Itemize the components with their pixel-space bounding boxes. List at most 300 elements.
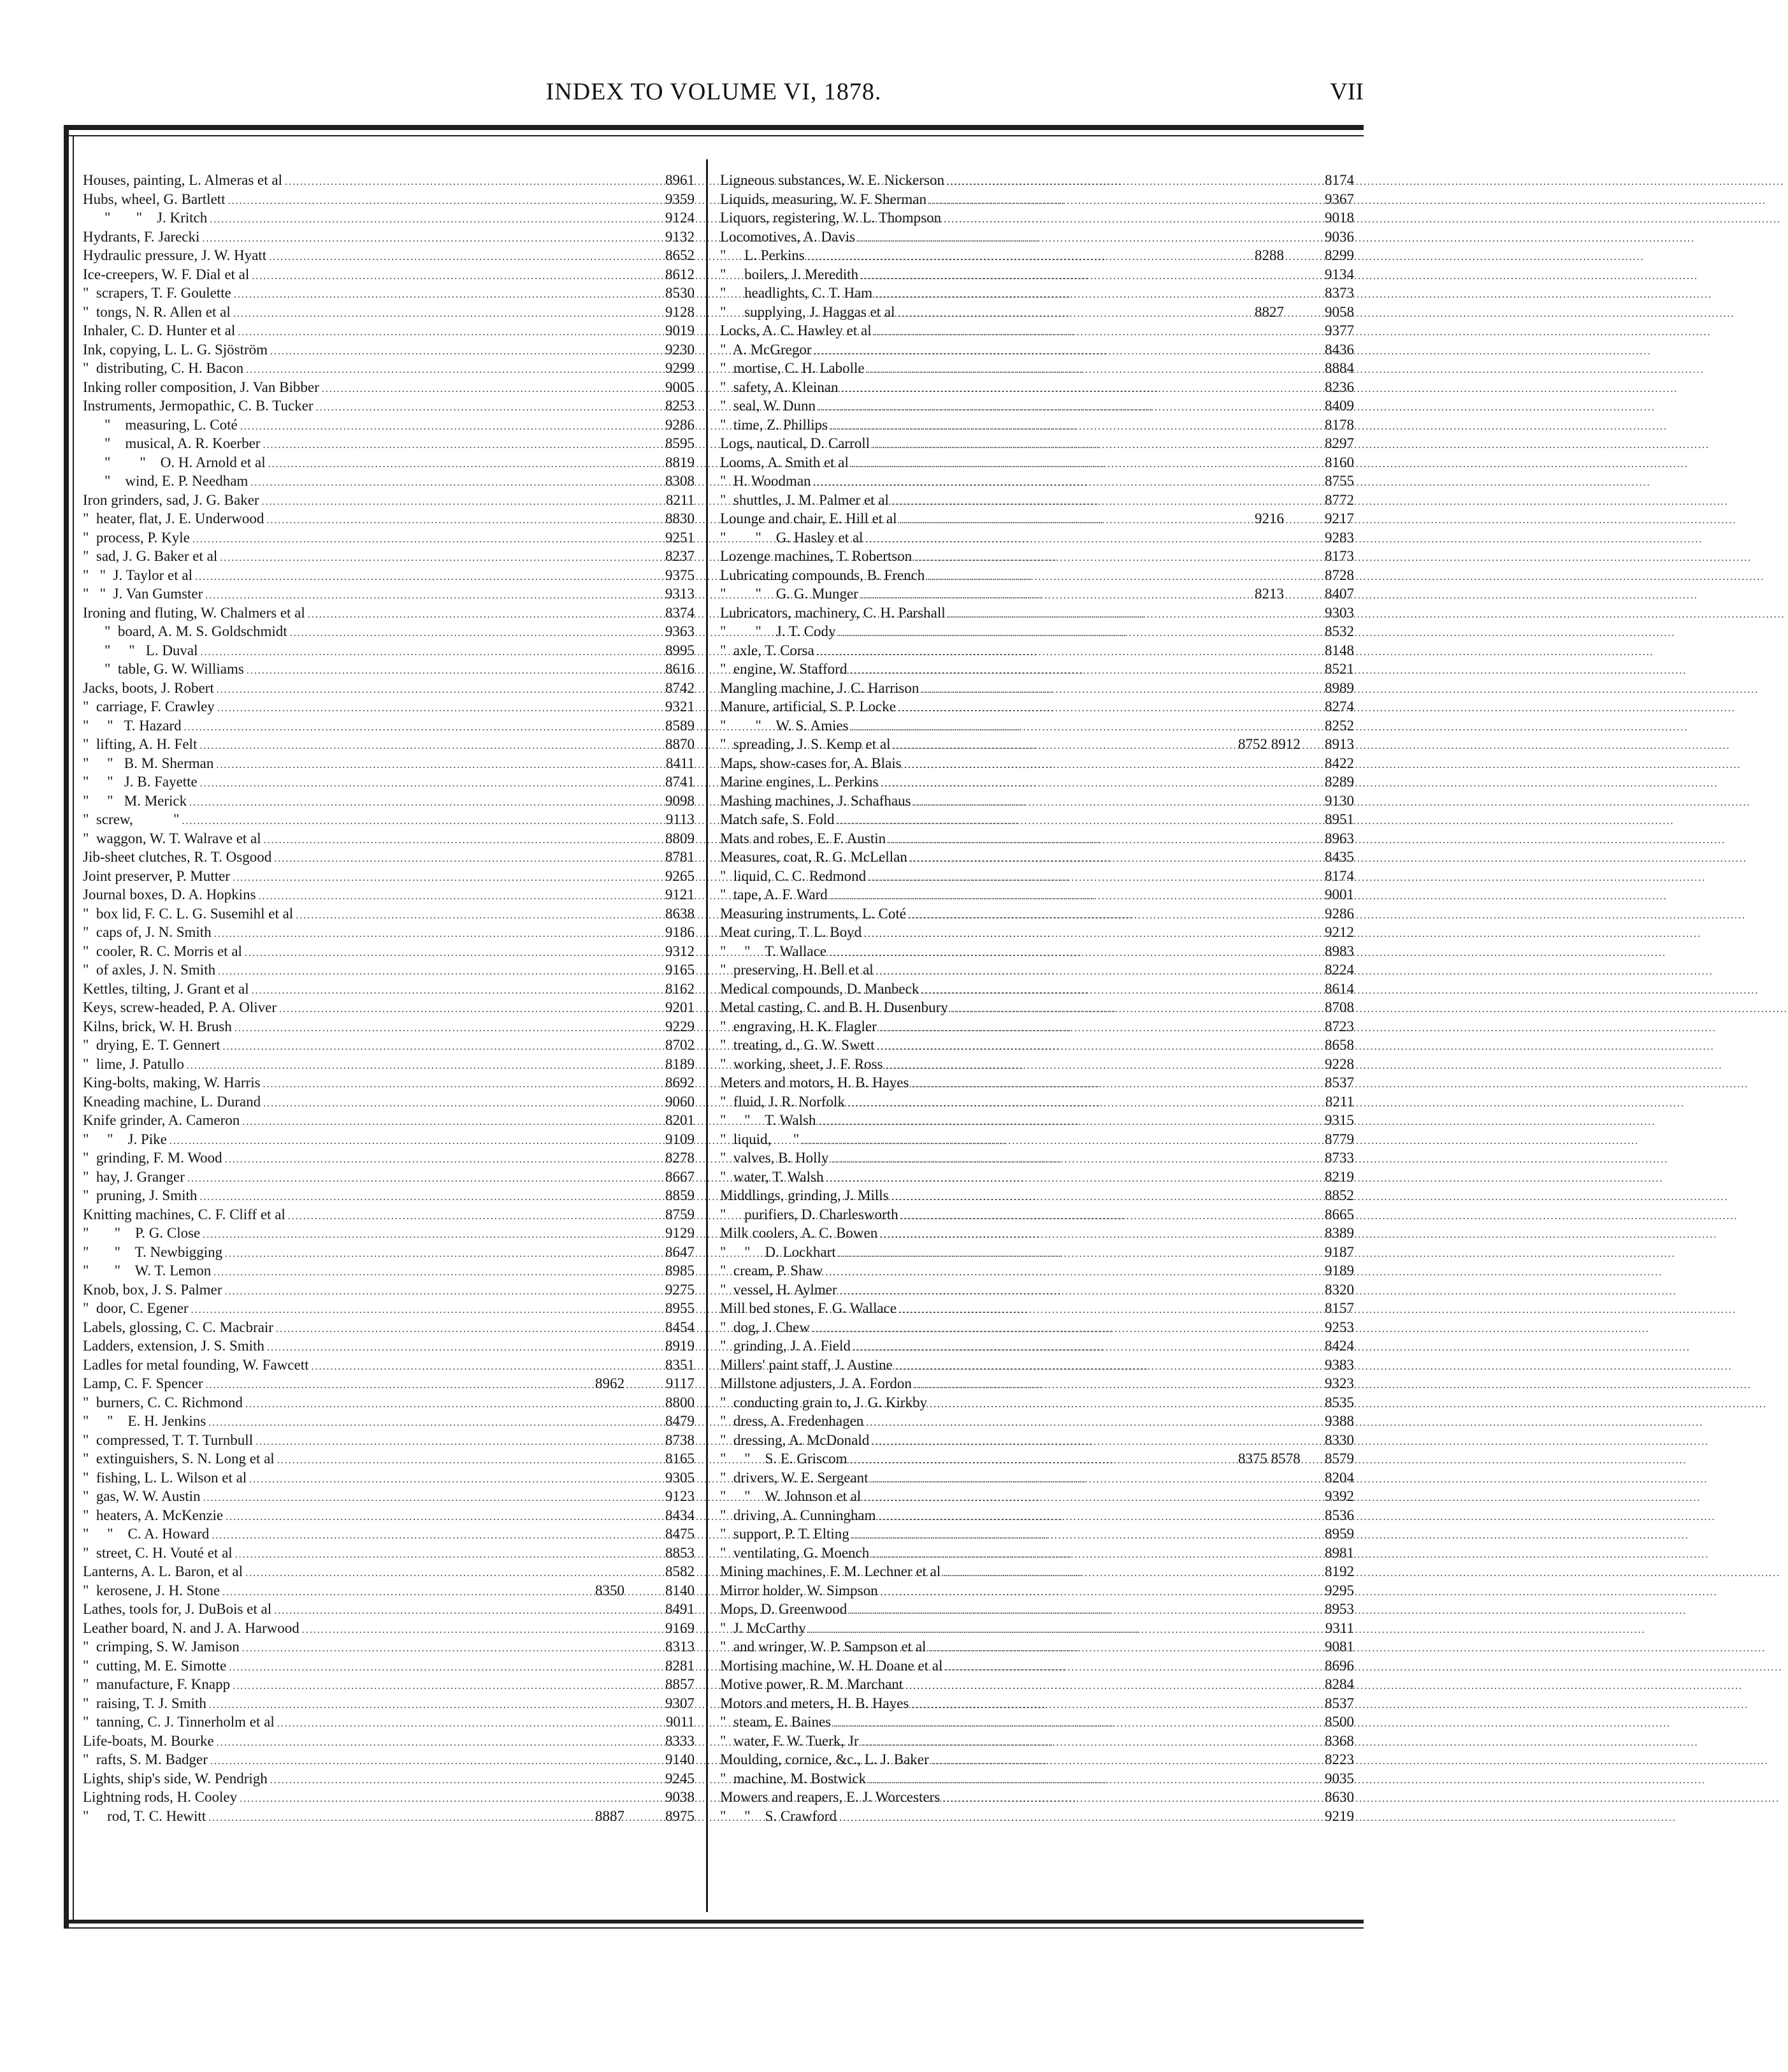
page-ref: 8436	[1325, 341, 1354, 358]
entry-text: Inhaler, C. D. Hunter et al	[83, 322, 236, 338]
page-ref: 8160	[1325, 454, 1354, 470]
page-ref: 8162	[665, 980, 695, 997]
index-entry	[83, 1788, 695, 1807]
index-entry	[83, 303, 695, 322]
dot-leader	[266, 511, 631, 530]
index-entry	[720, 829, 1354, 848]
page-ref: 9121	[665, 887, 695, 902]
index-entry	[720, 528, 1354, 547]
dot-leader	[203, 1489, 631, 1508]
index-entry	[83, 265, 695, 284]
page-ref: 8174	[1325, 867, 1354, 884]
page-ref: 8479	[665, 1413, 695, 1429]
dot-leader	[235, 1546, 631, 1565]
index-entry	[720, 1092, 1354, 1112]
index-entry	[83, 829, 695, 848]
page-ref: 8647	[665, 1243, 695, 1260]
dot-leader	[839, 1809, 1290, 1828]
page-ref: 8411	[665, 755, 695, 771]
dot-leader	[874, 323, 1290, 342]
entry-text: " driving, A. Cunningham	[720, 1507, 876, 1523]
entry-text: " grinding, F. M. Wood	[83, 1150, 222, 1166]
dot-leader	[880, 1226, 1290, 1245]
entry-text: Mining machines, F. M. Lechner et al	[720, 1563, 941, 1579]
page-ref: 9165	[665, 962, 695, 978]
entry-text: Lights, ship's side, W. Pendrigh	[83, 1770, 268, 1786]
index-entry	[720, 1581, 1354, 1600]
page-ref: 8274	[1325, 699, 1354, 714]
index-entry	[720, 1656, 1354, 1676]
page-ref: 8174	[1325, 172, 1354, 188]
dot-leader	[233, 869, 631, 888]
entry-text: Knob, box, J. S. Palmer	[83, 1281, 222, 1298]
entry-text: Knitting machines, C. F. Cliff et al	[83, 1206, 285, 1222]
entry-text: " treating, d., G. W. Swett	[720, 1037, 875, 1053]
entry-text: Lanterns, A. L. Baron, et al	[83, 1563, 243, 1579]
dot-leader	[826, 1170, 1290, 1189]
page-ref: 8955	[665, 1300, 695, 1316]
dot-leader	[911, 1696, 1290, 1715]
index-entry	[83, 1562, 695, 1581]
index-entry	[83, 641, 695, 660]
dot-leader	[308, 605, 631, 625]
entry-text: Measuring instruments, L. Coté	[720, 905, 906, 922]
entry-text: " time, Z. Phillips	[720, 416, 828, 433]
entry-text: " " T. Newbigging	[83, 1243, 223, 1260]
page-ref: 8913	[1325, 736, 1354, 752]
index-entry	[83, 1374, 695, 1393]
dot-leader	[881, 1583, 1290, 1602]
page-ref: 8728	[1325, 567, 1354, 583]
dot-leader	[876, 962, 1290, 982]
index-entry	[720, 246, 1354, 265]
dot-leader	[256, 1433, 631, 1452]
dot-leader	[270, 342, 631, 361]
index-entry	[720, 942, 1354, 961]
entry-text: " " B. M. Sherman	[83, 755, 214, 771]
page-ref: 9060	[665, 1093, 695, 1110]
page-ref: 8373	[1325, 285, 1354, 301]
page-ref: 9001	[1325, 887, 1354, 902]
index-entry	[720, 697, 1354, 716]
page-ref: 8859	[665, 1187, 695, 1203]
dot-leader	[252, 267, 631, 286]
dot-leader	[242, 1639, 631, 1658]
dot-leader	[222, 1583, 576, 1602]
entry-text: " fluid, J. R. Norfolk	[720, 1093, 845, 1110]
entry-text: " working, sheet, J. F. Ross	[720, 1055, 883, 1072]
entry-text: " tanning, C. J. Tinnerholm et al	[83, 1714, 275, 1730]
page-ref: 9129	[665, 1225, 695, 1241]
page-ref: 8638	[665, 905, 695, 922]
page-ref: 9303	[1325, 604, 1354, 621]
entry-text: Houses, painting, L. Almeras et al	[83, 172, 282, 188]
dot-leader	[199, 737, 631, 756]
entry-text: " axle, T. Corsa	[720, 642, 814, 658]
entry-text: " box lid, F. C. L. G. Susemihl et al	[83, 905, 294, 922]
index-entry	[720, 491, 1354, 510]
page-ref: 9283	[1325, 529, 1354, 546]
page-ref: 8224	[1325, 962, 1354, 978]
page-ref: 9217	[1325, 511, 1354, 526]
dot-leader	[930, 1395, 1290, 1414]
index-entry	[720, 904, 1354, 924]
entry-text: Millstone adjusters, J. A. Fordon	[720, 1375, 912, 1391]
entry-text: Keys, screw-headed, P. A. Oliver	[83, 999, 277, 1015]
entry-text: " " G. Hasley et al	[720, 529, 863, 546]
entry-text: " cream, P. Shaw	[720, 1263, 823, 1279]
page-ref: 9134	[1325, 266, 1354, 282]
page-ref: 8201	[665, 1112, 695, 1128]
index-entry	[83, 340, 695, 359]
entry-text: Jacks, boots, J. Robert	[83, 679, 214, 696]
index-entry	[83, 1506, 695, 1525]
extra-page-ref: 8288	[1255, 247, 1284, 263]
page-ref: 9375	[665, 567, 695, 583]
dot-leader	[879, 1508, 1291, 1527]
page-ref: 8870	[665, 736, 695, 752]
entry-text: " " T. Wallace	[720, 943, 827, 959]
dot-leader	[914, 1376, 1290, 1395]
entry-text: Mill bed stones, F. G. Wallace	[720, 1300, 897, 1316]
page-ref: 8884	[1325, 360, 1354, 376]
dot-leader	[849, 662, 1290, 681]
page-ref: 8281	[665, 1657, 695, 1674]
entry-text: Lubricating compounds, B. French	[720, 567, 925, 583]
page-ref: 9036	[1325, 228, 1354, 245]
dot-leader	[863, 1489, 1290, 1508]
index-entry	[83, 622, 695, 641]
dot-leader	[901, 1207, 1290, 1226]
page-ref: 9245	[665, 1770, 695, 1786]
entry-text: Instruments, Jermopathic, C. B. Tucker	[83, 398, 314, 414]
page-ref: 9035	[1325, 1770, 1354, 1786]
entry-text: " tongs, N. R. Allen et al	[83, 303, 231, 320]
index-entry	[83, 1337, 695, 1356]
index-entry	[720, 396, 1354, 416]
entry-text: " " M. Merick	[83, 792, 187, 809]
entry-text: " burners, C. C. Richmond	[83, 1394, 243, 1410]
page-ref: 9295	[1325, 1582, 1354, 1598]
entry-text: Labels, glossing, C. C. Macbrair	[83, 1319, 273, 1335]
entry-text: " lime, J. Patullo	[83, 1055, 184, 1072]
index-entry	[83, 584, 695, 604]
dot-leader	[898, 305, 1236, 324]
page-ref: 8800	[665, 1394, 695, 1410]
dot-leader	[279, 1000, 631, 1019]
left-index-column	[83, 171, 695, 1898]
dot-leader	[246, 361, 631, 380]
page-ref: 9359	[665, 191, 695, 207]
index-entry	[83, 1243, 695, 1262]
entry-text: " engraving, H. K. Flagler	[720, 1018, 877, 1034]
page-ref: 8284	[1325, 1676, 1354, 1692]
extra-page-ref: 8375 8578	[1238, 1451, 1301, 1467]
dot-leader	[850, 1451, 1236, 1470]
index-entry	[83, 246, 695, 265]
dot-leader	[947, 173, 1290, 192]
entry-text: Motive power, R. M. Marchant	[720, 1676, 904, 1692]
entry-text: Kneading machine, L. Durand	[83, 1093, 261, 1110]
dot-leader	[290, 624, 631, 643]
entry-text: " " J. Van Gumster	[83, 586, 203, 602]
page-ref: 9117	[665, 1375, 695, 1391]
dot-leader	[302, 1621, 631, 1640]
dot-leader	[184, 718, 631, 737]
entry-text: " conducting grain to, J. G. Kirkby	[720, 1394, 927, 1410]
dot-leader	[900, 511, 1236, 530]
index-entry	[720, 1562, 1354, 1581]
dot-leader	[879, 1019, 1290, 1038]
index-entry	[720, 228, 1354, 247]
entry-text: " board, A. M. S. Goldschmidt	[105, 623, 287, 639]
page-ref: 8989	[1325, 679, 1354, 696]
dot-leader	[187, 1170, 631, 1189]
entry-text: Mowers and reapers, E. J. Worcesters	[720, 1789, 941, 1805]
page-ref: 8733	[1325, 1150, 1354, 1166]
dot-leader	[818, 398, 1290, 417]
dot-leader	[217, 699, 631, 718]
entry-text: " liquid, "	[720, 1131, 800, 1147]
index-entry	[83, 1318, 695, 1337]
page-ref: 8953	[1325, 1601, 1354, 1617]
entry-text: " " S. Crawford	[720, 1808, 837, 1824]
index-entry	[720, 1732, 1354, 1751]
entry-text: " spreading, J. S. Kemp et al	[720, 736, 891, 752]
entry-text: " raising, T. J. Smith	[83, 1695, 206, 1711]
index-entry	[83, 942, 695, 961]
entry-text: Logs, nautical, D. Carroll	[720, 435, 870, 451]
page-ref: 8435	[1325, 849, 1354, 865]
page-ref: 9286	[665, 416, 695, 433]
dot-leader	[238, 323, 631, 342]
entry-text: " " W. Johnson et al	[720, 1488, 862, 1504]
page-ref: 9363	[665, 623, 695, 639]
index-entry	[720, 1449, 1354, 1468]
dot-leader	[909, 906, 1290, 925]
index-entry	[83, 1073, 695, 1092]
page-ref: 9124	[665, 210, 695, 226]
index-entry	[83, 566, 695, 585]
page-ref: 8289	[1325, 774, 1354, 790]
entry-text: Mashing machines, J. Schafhaus	[720, 792, 911, 809]
entry-text: " " E. H. Jenkins	[83, 1413, 206, 1429]
dot-leader	[830, 887, 1290, 906]
dot-leader	[914, 793, 1290, 813]
page-ref: 8252	[1325, 717, 1354, 734]
dot-leader	[234, 1019, 631, 1038]
entry-text: Knife grinder, A. Cameron	[83, 1112, 240, 1128]
dot-leader	[225, 1282, 631, 1301]
index-entry	[720, 265, 1354, 284]
entry-text: " caps of, J. N. Smith	[83, 924, 212, 940]
dot-leader	[245, 944, 631, 963]
index-entry	[720, 1356, 1354, 1375]
page-ref: 9098	[665, 792, 695, 809]
index-entry	[83, 980, 695, 999]
dot-leader	[929, 192, 1290, 211]
dot-leader	[202, 229, 631, 249]
entry-text: " valves, B. Holly	[720, 1150, 829, 1166]
page-ref: 8658	[1325, 1037, 1354, 1053]
index-entry	[83, 772, 695, 792]
page-ref: 9005	[665, 379, 695, 395]
page-ref: 8723	[1325, 1018, 1354, 1034]
page-ref: 9018	[1325, 210, 1354, 226]
index-entry	[720, 340, 1354, 359]
dot-leader	[285, 173, 631, 192]
index-entry	[720, 1412, 1354, 1431]
page-ref: 9201	[665, 999, 695, 1015]
page-ref: 9383	[1325, 1356, 1354, 1373]
index-entry	[720, 1036, 1354, 1055]
index-entry	[720, 1374, 1354, 1393]
index-entry	[83, 1525, 695, 1544]
dot-leader	[252, 982, 631, 1001]
page-ref: 8374	[665, 604, 695, 621]
page-ref: 9081	[1325, 1639, 1354, 1655]
dot-leader	[229, 1658, 631, 1677]
entry-text: Locomotives, A. Davis	[720, 228, 856, 245]
page-ref: 9265	[665, 867, 695, 884]
entry-text: Lounge and chair, E. Hill et al	[720, 511, 897, 526]
page-ref: 8351	[665, 1356, 695, 1373]
page-ref: 8178	[1325, 416, 1354, 433]
dot-leader	[277, 1714, 631, 1734]
page-ref: 8536	[1325, 1507, 1354, 1523]
index-entry	[720, 190, 1354, 209]
page-ref: 9132	[665, 228, 695, 245]
dot-leader	[206, 1376, 576, 1395]
entry-text: " boilers, J. Meredith	[720, 266, 858, 282]
entry-text: " gas, W. W. Austin	[83, 1488, 201, 1504]
entry-text: " drying, E. T. Gennert	[83, 1037, 220, 1053]
entry-text: Life-boats, M. Bourke	[83, 1732, 214, 1749]
page-ref: 8148	[1325, 642, 1354, 658]
extra-page-ref: 8350	[595, 1582, 624, 1598]
entry-text: " " J. T. Cody	[720, 623, 836, 639]
entry-text: " rod, T. C. Hewitt	[83, 1808, 206, 1824]
entry-text: Measures, coat, R. G. McLellan	[720, 849, 907, 865]
entry-text: " " S. E. Griscom	[720, 1451, 847, 1467]
page-ref: 8857	[665, 1676, 695, 1692]
page-ref: 8959	[1325, 1526, 1354, 1542]
dot-leader	[195, 568, 631, 587]
index-entry	[83, 1581, 695, 1600]
index-entry	[83, 1600, 695, 1619]
page-ref: 9251	[665, 529, 695, 546]
index-entry	[720, 923, 1354, 942]
page-ref: 9038	[665, 1789, 695, 1805]
page-ref: 9286	[1325, 905, 1354, 922]
page-ref: 9123	[665, 1488, 695, 1504]
index-entry	[720, 453, 1354, 472]
page-ref: 9058	[1325, 303, 1354, 320]
entry-text: Lubricators, machinery, C. H. Parshall	[720, 604, 946, 621]
dot-leader	[169, 1132, 631, 1151]
entry-text: " street, C. H. Vouté et al	[83, 1544, 233, 1561]
page-ref: 9230	[665, 341, 695, 358]
index-entry	[83, 1111, 695, 1130]
index-entry	[720, 660, 1354, 679]
dot-leader	[217, 1734, 631, 1753]
index-entry	[83, 1280, 695, 1300]
page-ref: 8983	[1325, 943, 1354, 959]
dot-leader	[216, 756, 631, 775]
page-ref: 8741	[665, 774, 695, 790]
entry-text: Jib-sheet clutches, R. T. Osgood	[83, 849, 272, 865]
dot-leader	[270, 1771, 631, 1790]
page-ref: 9189	[1325, 1263, 1354, 1279]
index-entry	[720, 1130, 1354, 1149]
entry-text: " and wringer, W. P. Sampson et al	[720, 1639, 926, 1655]
entry-text: " steam, E. Baines	[720, 1714, 832, 1730]
page-ref: 8708	[1325, 999, 1354, 1015]
entry-text: Mops, D. Greenwood	[720, 1601, 847, 1617]
dot-leader	[944, 210, 1290, 229]
entry-text: " liquid, C. C. Redmond	[720, 867, 867, 884]
dot-leader	[240, 1790, 631, 1809]
index-entry	[720, 622, 1354, 641]
page-ref: 8297	[1325, 435, 1354, 451]
entry-text: " vessel, H. Aylmer	[720, 1281, 837, 1298]
index-entry	[83, 434, 695, 453]
page-ref: 8223	[1325, 1751, 1354, 1767]
index-entry	[720, 867, 1354, 886]
dot-leader	[276, 1320, 631, 1339]
page-ref: 8308	[665, 473, 695, 489]
dot-leader	[234, 286, 631, 305]
dot-leader	[262, 493, 631, 512]
page-ref: 8779	[1325, 1131, 1354, 1147]
page-ref: 9321	[665, 699, 695, 714]
dot-leader	[943, 1564, 1290, 1583]
index-entry	[83, 1393, 695, 1412]
dot-leader	[203, 1226, 631, 1245]
entry-text: " heaters, A. McKenzie	[83, 1507, 224, 1523]
index-entry	[720, 1055, 1354, 1074]
index-entry	[720, 1468, 1354, 1488]
page-ref: 8253	[665, 398, 695, 414]
entry-text: " preserving, H. Bell et al	[720, 962, 874, 978]
dot-leader	[905, 1677, 1290, 1696]
dot-leader	[812, 1320, 1290, 1339]
page-ref: 8853	[665, 1544, 695, 1561]
page-ref: 8589	[665, 717, 695, 734]
extra-page-ref: 9216	[1255, 511, 1284, 526]
page-title: INDEX TO VOLUME VI, 1878.	[545, 78, 882, 105]
entry-text: King-bolts, making, W. Harris	[83, 1075, 261, 1090]
entry-text: Meters and motors, H. B. Hayes	[720, 1075, 909, 1090]
dot-leader	[898, 699, 1290, 718]
index-entry	[83, 1261, 695, 1280]
dot-leader	[225, 1245, 631, 1264]
page-ref: 8852	[1325, 1187, 1354, 1203]
page-ref: 8985	[665, 1263, 695, 1279]
page-ref: 8422	[1325, 755, 1354, 771]
page-ref: 8616	[665, 661, 695, 677]
page-ref: 8630	[1325, 1789, 1354, 1805]
index-entry	[720, 1186, 1354, 1205]
index-entry	[720, 1637, 1354, 1656]
index-entry	[720, 1431, 1354, 1450]
dot-leader	[192, 530, 631, 549]
page-ref: 9311	[1325, 1619, 1354, 1636]
dot-leader	[839, 624, 1291, 643]
index-entry	[720, 1769, 1354, 1788]
entry-text: " process, P. Kyle	[83, 529, 190, 546]
index-entry	[83, 1205, 695, 1224]
